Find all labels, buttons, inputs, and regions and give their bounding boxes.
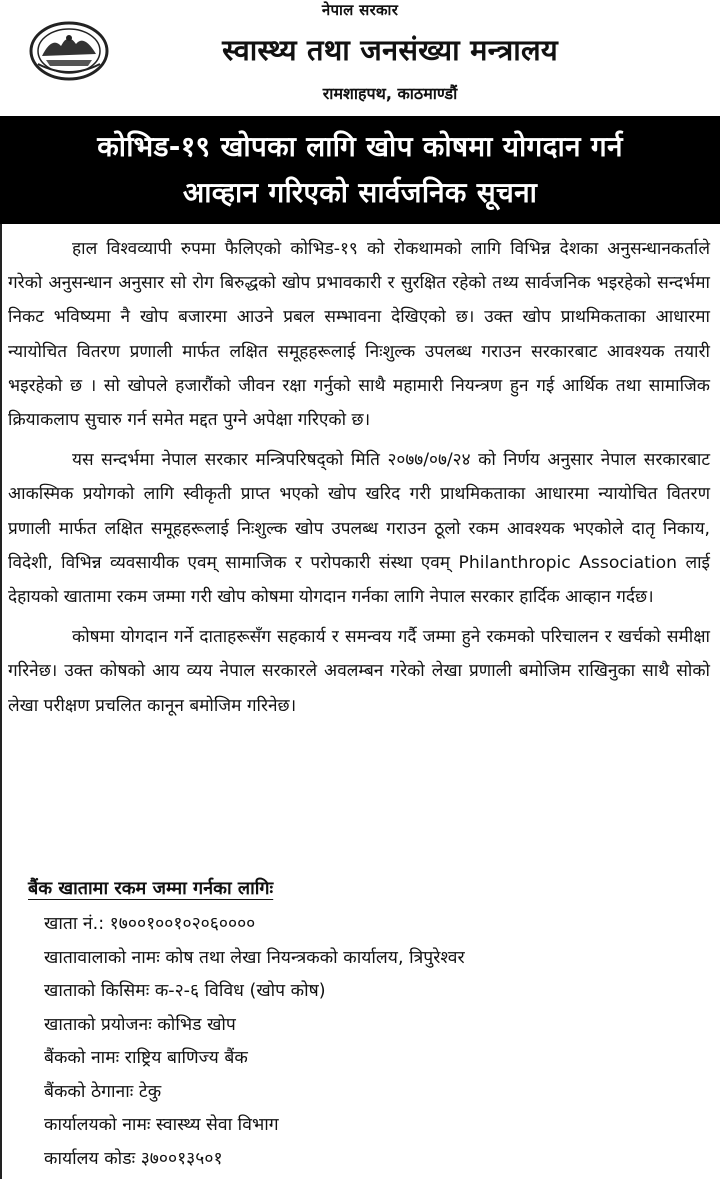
bank-row-office-code — [44, 1143, 704, 1177]
bank-row-value: स्वास्थ्य सेवा विभाग — [156, 1115, 279, 1135]
bank-row-bank-address — [44, 1076, 704, 1110]
bank-row-label: बैंकको नामः — [44, 1048, 120, 1068]
body-paragraph-2: यस सन्दर्भमा नेपाल सरकार मन्त्रिपरिषद्को मिति २०७७/०७/२४ को निर्णय अनुसार नेपाल सरकारबाट आकस्मिक प्रयोगको लागि स्वीकृती प्राप्त भएको खोप खरिद गरी प्राथमिकताका आधारमा न्यायोचित वितरण प्रणाली मार्फत लक्षित समूहहरूलाई निःशुल्क खोप उपलब्ध गराउन ठूलो रकम आवश्यक भएकोले दातृ निकाय, विदेशी, विभिन्न व्यवसायीक एवम् सामाजिक र परोपकारी संस्था एवम् Philanthropic Association लाई देहायको खातामा रकम जम्मा गरी खोप कोषमा योगदान गर्नका लागि नेपाल सरकार हार्दिक आव्हान गर्दछ। — [8, 450, 710, 608]
notice-title-banner — [0, 116, 720, 224]
notice-body — [8, 232, 710, 729]
body-paragraph-3: कोषमा योगदान गर्ने दाताहरूसँग सहकार्य र समन्वय गर्दै जम्मा हुने रकमको परिचालन र खर्चको समीक्षा गरिनेछ। उक्त कोषको आय व्यय नेपाल सरकारले अवलम्बन गरेको लेखा प्रणाली बमोजिम राखिनुका साथै सोको लेखा परीक्षण प्रचलित कानून बमोजिम गरिनेछ। — [8, 627, 710, 716]
bank-row-account-type — [44, 975, 704, 1009]
bank-row-office-name — [44, 1109, 704, 1143]
bank-row-value: राष्ट्रिय बाणिज्य बैंक — [124, 1048, 248, 1068]
notice-title-line-2: आव्हान गरिएको सार्वजनिक सूचना — [182, 176, 538, 209]
ministry-address: रामशाहपथ, काठमाण्डौं — [322, 84, 458, 103]
bank-row-value: कोष तथा लेखा नियन्त्रकको कार्यालय, त्रिपुरेश्वर — [165, 947, 465, 968]
bank-row-label: कार्यालय कोडः — [44, 1148, 136, 1169]
bank-row-label: कार्यालयको नामः — [44, 1115, 151, 1135]
ministry-name: स्वास्थ्य तथा जनसंख्या मन्त्रालय — [222, 33, 558, 67]
bank-details-heading: बैंक खातामा रकम जम्मा गर्नका लागिः — [28, 878, 274, 899]
bank-row-account-holder — [44, 942, 704, 976]
bank-row-label: खाता नं.: — [44, 914, 105, 934]
bank-details-list — [44, 908, 704, 1176]
government-name: नेपाल सरकार — [321, 1, 399, 19]
page-border-line — [0, 224, 2, 1179]
bank-row-account-purpose — [44, 1009, 704, 1043]
bank-row-value: टेकु — [138, 1081, 162, 1102]
bank-row-value: क-२-६ विविध (खोप कोष) — [154, 981, 326, 1001]
bank-row-label: खाताको प्रयोजनः — [44, 1014, 152, 1035]
bank-row-label: बैंकको ठेगानाः — [44, 1081, 134, 1102]
bank-row-label: खातावालाको नामः — [44, 947, 160, 968]
body-paragraph-1: हाल विश्वव्यापी रुपमा फैलिएको कोभिड-१९ को रोकथामको लागि विभिन्न देशका अनुसन्धानकर्ताले गरेको अनुसन्धान अनुसार सो रोग बिरुद्धको खोप प्रभावकारी र सुरक्षित रहेको तथ्य सार्वजनिक भइरहेको सन्दर्भमा निकट भविष्यमा नै खोप बजारमा आउने प्रबल सम्भावना देखिएको छ। उक्त खोप प्राथमिकताका आधारमा न्यायोचित वितरण प्रणाली मार्फत लक्षित समूहहरूलाई निःशुल्क उपलब्ध गराउन सरकारबाट आवश्यक तयारी भइरहेको छ । सो खोपले हजारौंको जीवन रक्षा गर्नुको साथै महामारी नियन्त्रण हुन गई आर्थिक तथा सामाजिक क्रियाकलाप सुचारु गर्न समेत मद्दत पुग्ने अपेक्षा गरिएको छ। — [8, 239, 710, 431]
bank-row-value: कोभिड खोप — [157, 1014, 236, 1035]
bank-row-value: १७००१००१०२०६०००० — [109, 914, 256, 934]
bank-row-label: खाताको किसिमः — [44, 981, 150, 1001]
bank-row-account-number — [44, 908, 704, 942]
notice-title-line-1: कोभिड-१९ खोपका लागि खोप कोषमा योगदान गर्न — [97, 130, 623, 163]
bank-row-value: ३७००१३५०१ — [140, 1148, 223, 1169]
bank-row-bank-name — [44, 1042, 704, 1076]
nepal-emblem-icon — [28, 20, 110, 82]
notice-header — [0, 0, 720, 112]
